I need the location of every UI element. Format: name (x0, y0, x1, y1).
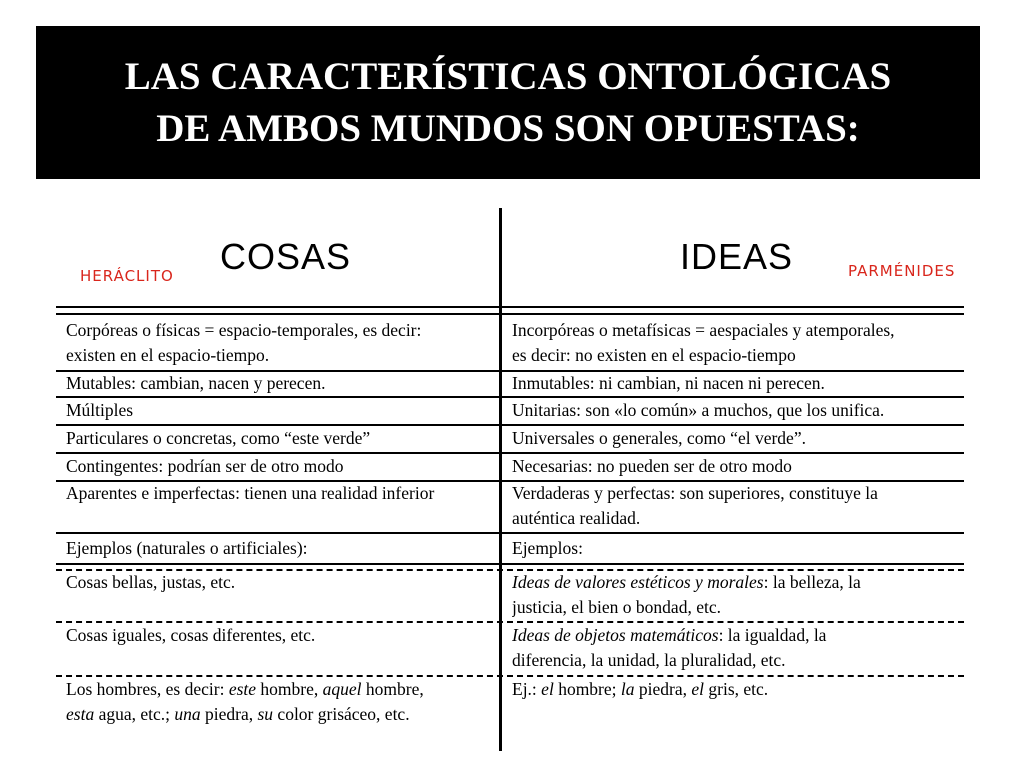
table-cell-right: Inmutables: ni cambian, ni nacen ni perecen. (512, 373, 825, 393)
title-line-2: DE AMBOS MUNDOS SON OPUESTAS: (156, 106, 860, 150)
table-cell-left: Corpóreas o físicas = espacio-temporales, es decir: existen en el espacio-tiempo. (66, 320, 422, 365)
table-cell-right: Ideas de valores estéticos y morales: la belleza, la justicia, el bien o bondad, etc. (512, 572, 861, 617)
author-heraclito: HERÁCLITO (80, 267, 174, 285)
table-cell-right: Unitarias: son «lo común» a muchos, que los unifica. (512, 400, 885, 420)
table-cell-left: Cosas iguales, cosas diferentes, etc. (66, 625, 316, 645)
table-cell-left: Contingentes: podrían ser de otro modo (66, 456, 344, 476)
table-cell-right: Ideas de objetos matemáticos: la igualdad, la diferencia, la unidad, la pluralidad, etc. (512, 625, 827, 670)
table-rule (56, 532, 964, 534)
table-cell-left: Mutables: cambian, nacen y perecen. (66, 373, 326, 393)
title-line-1: LAS CARACTERÍSTICAS ONTOLÓGICAS (124, 55, 892, 99)
author-parmenides: PARMÉNIDES (848, 262, 956, 280)
title-banner (36, 26, 980, 179)
table-cell-right: Necesarias: no pueden ser de otro modo (512, 456, 792, 476)
table-cell-left: Aparentes e imperfectas: tienen una realidad inferior (66, 483, 435, 503)
table-cell-left: Múltiples (66, 400, 134, 420)
table-rule (56, 306, 964, 308)
table-rule (56, 563, 964, 565)
table-cell-right: Ejemplos: (512, 538, 583, 558)
column-header-cosas: COSAS (220, 236, 352, 277)
column-header-ideas: IDEAS (680, 236, 794, 277)
table-cell-right: Universales o generales, como “el verde”. (512, 428, 806, 448)
table-cell-left: Ejemplos (naturales o artificiales): (66, 538, 308, 558)
table-cell-right: Incorpóreas o metafísicas = aespaciales y atemporales, es decir: no existen en el espacio-tiempo (512, 320, 895, 365)
table-cell-left: Los hombres, es decir: este hombre, aquel hombre, esta agua, etc.; una piedra, su color grisáceo, etc. (66, 679, 424, 724)
table-cell-left: Cosas bellas, justas, etc. (66, 572, 236, 592)
table-rule (56, 313, 964, 315)
table-cell-right: Verdaderas y perfectas: son superiores, constituye la auténtica realidad. (512, 483, 878, 528)
table-cell-left: Particulares o concretas, como “este verde” (66, 428, 371, 448)
table-cell-right: Ej.: el hombre; la piedra, el gris, etc. (512, 679, 769, 699)
